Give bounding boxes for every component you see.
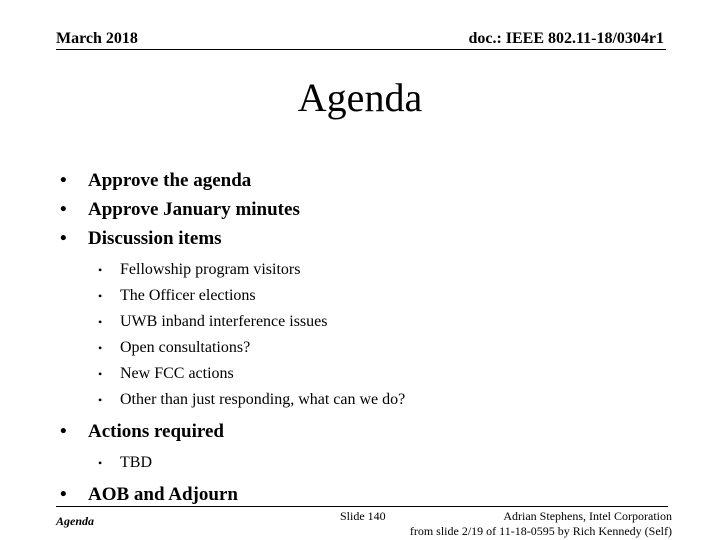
bullet: •: [60, 228, 67, 249]
agenda-item: [58, 480, 678, 509]
agenda-item: [58, 166, 678, 195]
bullet: •: [98, 315, 103, 329]
agenda-item: [58, 224, 678, 253]
header-divider: [56, 49, 666, 50]
sub-item-label: Open consultations?: [120, 339, 251, 356]
agenda-list: [58, 166, 678, 509]
agenda-item-label: Approve January minutes: [88, 199, 300, 220]
sub-item: [58, 335, 678, 361]
bullet: •: [98, 341, 103, 355]
bullet: •: [98, 367, 103, 381]
bullet: •: [98, 393, 103, 407]
sub-item: [58, 450, 678, 476]
agenda-item: [58, 195, 678, 224]
footer-divider: [56, 506, 668, 507]
header-date: March 2018: [56, 30, 138, 47]
sub-item-label: The Officer elections: [120, 287, 256, 304]
sub-item: [58, 387, 678, 413]
sub-item-label: Other than just responding, what can we do?: [120, 391, 406, 408]
sub-item: [58, 361, 678, 387]
agenda-item: [58, 417, 678, 446]
footer-label: Agenda: [56, 514, 95, 528]
header-doc-id: doc.: IEEE 802.11-18/0304r1: [468, 30, 664, 47]
discussion-sublist: [58, 257, 678, 413]
sub-item: [58, 283, 678, 309]
agenda-item-label: Actions required: [88, 421, 224, 442]
source-line: from slide 2/19 of 11-18-0595 by Rich Kennedy (Self): [409, 524, 672, 538]
bullet: •: [60, 170, 67, 191]
bullet: •: [60, 484, 67, 505]
sub-item-label: Fellowship program visitors: [120, 261, 301, 278]
bullet: •: [98, 289, 103, 303]
bullet: •: [98, 263, 103, 277]
bullet: •: [60, 421, 67, 442]
slide-number: Slide 140: [340, 509, 386, 523]
bullet: •: [98, 456, 103, 470]
author-line: Adrian Stephens, Intel Corporation: [503, 509, 672, 523]
actions-sublist: [58, 450, 678, 476]
bullet: •: [60, 199, 67, 220]
sub-item-label: TBD: [120, 454, 152, 471]
sub-item: [58, 309, 678, 335]
sub-item-label: UWB inband interference issues: [120, 313, 328, 330]
sub-item: [58, 257, 678, 283]
sub-item-label: New FCC actions: [120, 365, 234, 382]
agenda-item-label: Approve the agenda: [88, 170, 252, 191]
slide-title: Agenda: [297, 75, 423, 120]
agenda-item-label: Discussion items: [88, 228, 222, 249]
footer-author: [410, 509, 672, 539]
agenda-item-label: AOB and Adjourn: [88, 484, 238, 505]
